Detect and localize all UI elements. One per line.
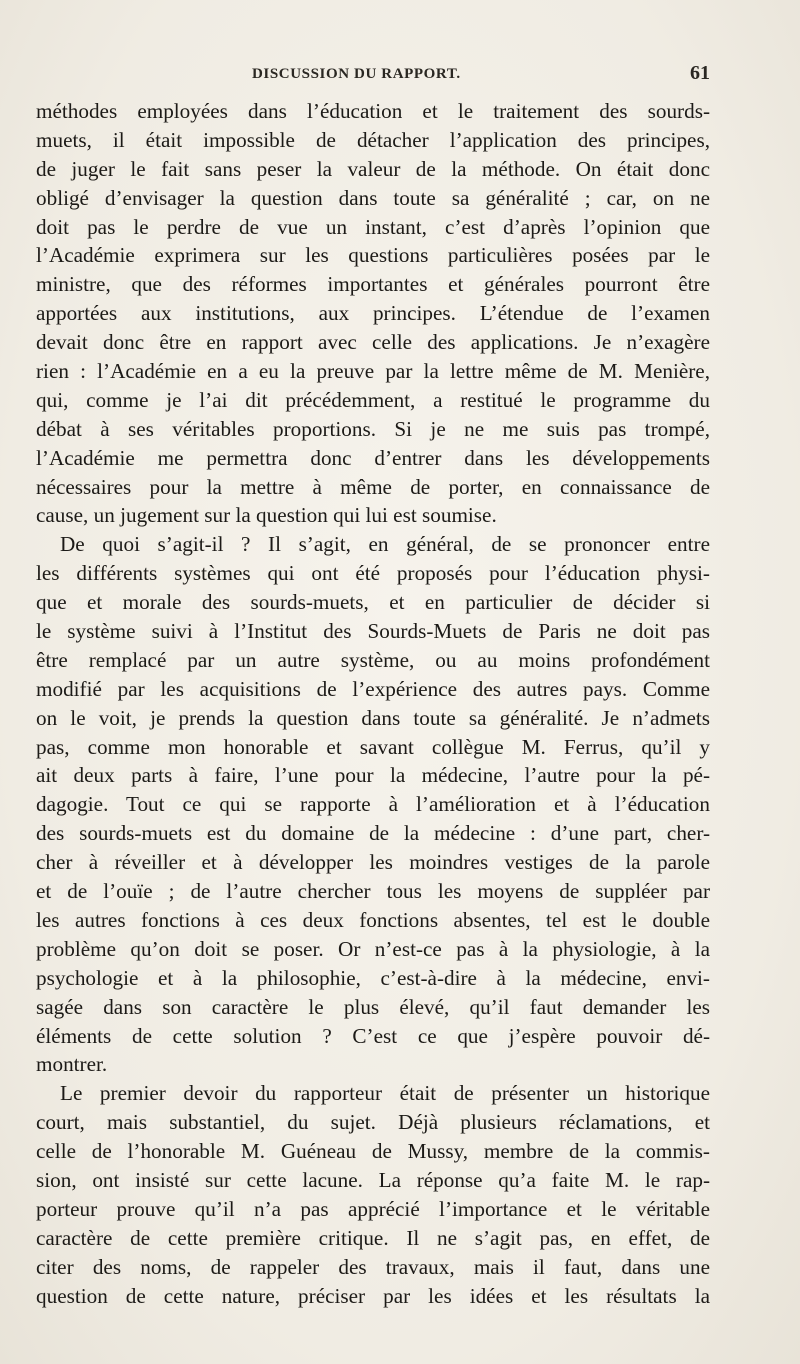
text-line: psychologie et à la philosophie, c’est-à-dire à la médecine, envi- (36, 965, 710, 990)
text-line: porteur prouve qu’il n’a pas apprécié l’importance et le véritable (36, 1196, 710, 1221)
text-line: montrer. (36, 1052, 108, 1077)
text-line: le système suivi à l’Institut des Sourds-Muets de Paris ne doit pas (36, 619, 710, 644)
text-line: question de cette nature, préciser par les idées et les résultats la (36, 1283, 710, 1308)
text-line: être remplacé par un autre système, ou au moins profondément (36, 647, 710, 672)
text-line: dagogie. Tout ce qui se rapporte à l’amélioration et à l’éducation (36, 792, 710, 817)
text-line: l’Académie exprimera sur les questions particulières posées par le (36, 243, 710, 268)
text-line: on le voit, je prends la question dans toute sa généralité. Je n’admets (36, 705, 710, 730)
text-line: débat à ses véritables proportions. Si je ne me suis pas trompé, (36, 416, 710, 441)
text-line: et de l’ouïe ; de l’autre chercher tous les moyens de suppléer par (36, 879, 710, 904)
text-line: problème qu’on doit se poser. Or n’est-ce pas à la physiologie, à la (36, 936, 710, 961)
text-line: rien : l’Académie en a eu la preuve par la lettre même de M. Menière, (36, 359, 710, 384)
text-line: citer des noms, de rappeler des travaux, mais il faut, dans une (36, 1254, 710, 1279)
text-line: que et morale des sourds-muets, et en particulier de décider si (36, 590, 710, 615)
text-line: pas, comme mon honorable et savant collègue M. Ferrus, qu’il y (36, 734, 710, 759)
text-line: cher à réveiller et à développer les moindres vestiges de la parole (36, 850, 710, 875)
page-header (36, 60, 710, 90)
text-line: muets, il était impossible de détacher l’application des principes, (36, 127, 710, 152)
text-line: caractère de cette première critique. Il ne s’agit pas, en effet, de (36, 1225, 710, 1250)
text-line: les autres fonctions à ces deux fonctions absentes, tel est le double (36, 907, 710, 932)
text-line: doit pas le perdre de vue un instant, c’est d’après l’opinion que (36, 214, 710, 239)
text-line: Le premier devoir du rapporteur était de présenter un historique (60, 1081, 710, 1106)
text-line: court, mais substantiel, du sujet. Déjà plusieurs réclamations, et (36, 1110, 710, 1135)
text-line: nécessaires pour la mettre à même de porter, en connaissance de (36, 474, 710, 499)
text-line: cause, un jugement sur la question qui lui est soumise. (36, 503, 497, 528)
text-line: éléments de cette solution ? C’est ce que j’espère pouvoir dé- (36, 1023, 710, 1048)
text-line: devait donc être en rapport avec celle des applications. Je n’exagère (36, 330, 710, 355)
text-line: modifié par les acquisitions de l’expérience des autres pays. Comme (36, 676, 710, 701)
text-line: apportées aux institutions, aux principes. L’étendue de l’examen (36, 301, 710, 326)
text-line: ait deux parts à faire, l’une pour la médecine, l’autre pour la pé- (36, 763, 710, 788)
text-line: l’Académie me permettra donc d’entrer dans les développements (36, 445, 710, 470)
text-line: ministre, que des réformes importantes et générales pourront être (36, 272, 710, 297)
text-line: sagée dans son caractère le plus élevé, qu’il faut demander les (36, 994, 710, 1019)
text-line: les différents systèmes qui ont été proposés pour l’éducation physi- (36, 561, 710, 586)
page-number: 61 (690, 62, 710, 84)
text-line: des sourds-muets est du domaine de la médecine : d’une part, cher- (36, 821, 710, 846)
running-head: DISCUSSION DU RAPPORT. (252, 66, 461, 82)
text-line: méthodes employées dans l’éducation et le traitement des sourds- (36, 99, 710, 123)
text-line: sion, ont insisté sur cette lacune. La réponse qu’a faite M. le rap- (36, 1167, 710, 1192)
text-line: qui, comme je l’ai dit précédemment, a restitué le programme du (36, 387, 710, 412)
text-line: obligé d’envisager la question dans toute sa généralité ; car, on ne (36, 185, 710, 210)
text-line: de juger le fait sans peser la valeur de la méthode. On était donc (36, 156, 710, 181)
text-line: celle de l’honorable M. Guéneau de Mussy, membre de la commis- (36, 1139, 710, 1164)
body-text (36, 97, 710, 1310)
text-line: De quoi s’agit-il ? Il s’agit, en général, de se prononcer entre (60, 532, 710, 557)
